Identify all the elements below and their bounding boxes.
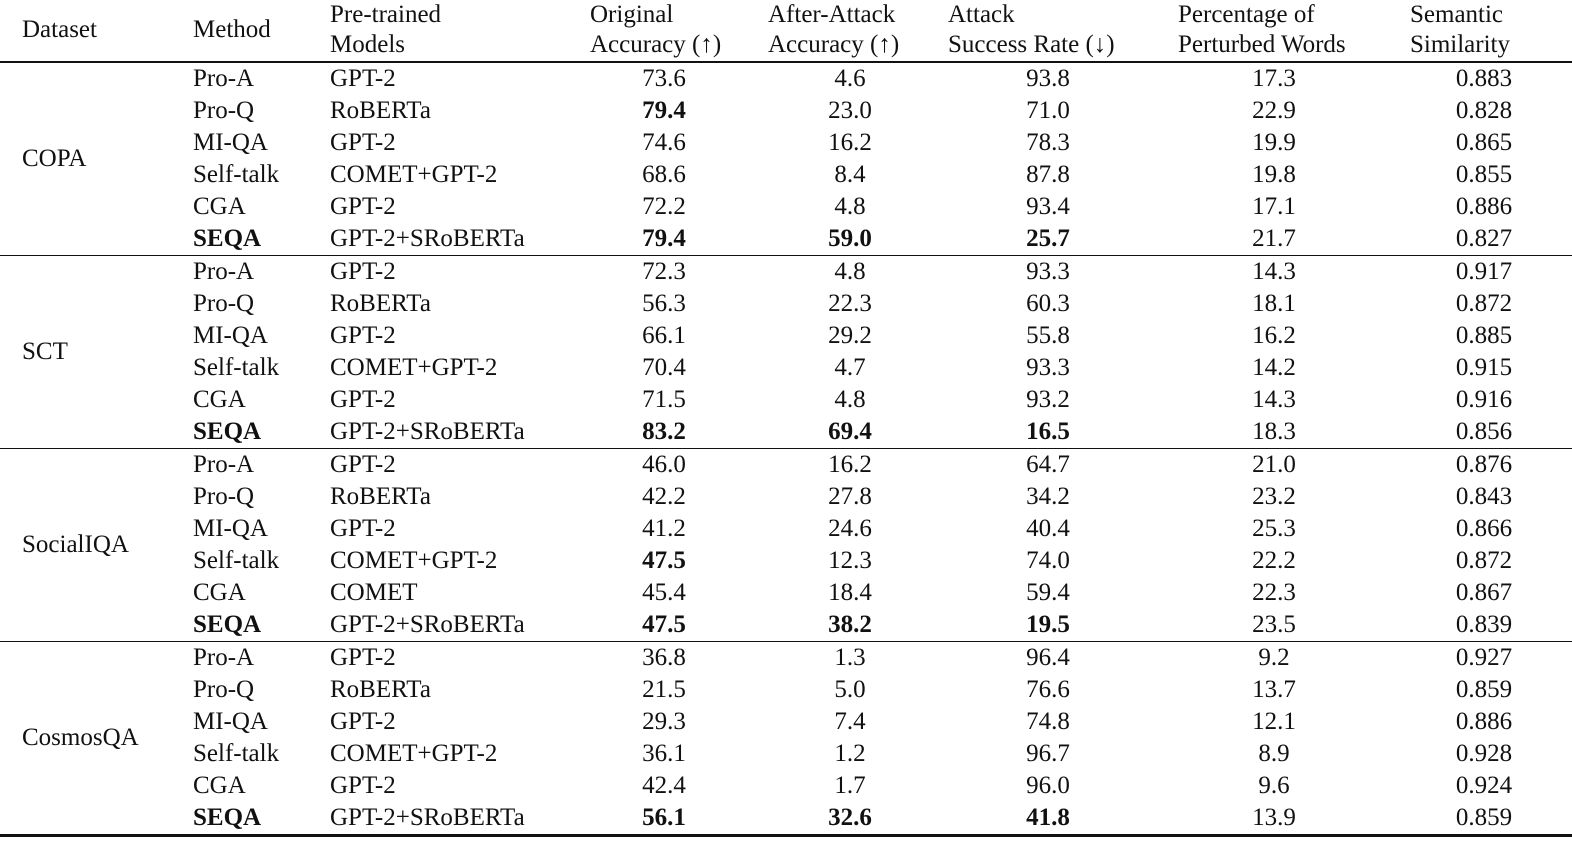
after-attack-accuracy-cell: 27.8 xyxy=(828,483,872,510)
pretrained-models-cell: GPT-2 xyxy=(330,65,396,92)
semantic-similarity-cell: 0.886 xyxy=(1455,708,1513,735)
method-cell: SEQA xyxy=(193,418,262,445)
after-attack-accuracy-cell: 16.2 xyxy=(828,129,872,156)
original-accuracy-cell: 36.8 xyxy=(642,644,686,671)
pretrained-models-cell: RoBERTa xyxy=(330,290,431,317)
table-row xyxy=(0,62,1572,95)
attack-success-rate-cell: 60.3 xyxy=(1026,290,1070,317)
table-row xyxy=(0,256,1572,289)
attack-success-rate-cell: 93.8 xyxy=(1026,65,1070,92)
attack-success-rate-cell: 96.7 xyxy=(1026,740,1070,767)
attack-success-rate-cell: 87.8 xyxy=(1026,161,1070,188)
after-attack-accuracy-cell: 23.0 xyxy=(828,97,872,124)
semantic-similarity-cell: 0.866 xyxy=(1455,515,1513,542)
after-attack-accuracy-cell: 38.2 xyxy=(828,611,872,638)
table-row xyxy=(0,609,1572,642)
table-row xyxy=(0,738,1572,770)
perturbed-words-cell: 9.2 xyxy=(1258,644,1290,671)
header-attack-success-rate xyxy=(948,0,1178,62)
header-row xyxy=(0,0,1572,62)
pretrained-models-cell: GPT-2 xyxy=(330,708,396,735)
header-models-line2: Models xyxy=(330,31,405,58)
semantic-similarity-cell: 0.827 xyxy=(1455,225,1513,252)
original-accuracy-cell: 73.6 xyxy=(642,65,686,92)
after-attack-accuracy-cell: 5.0 xyxy=(834,676,866,703)
attack-success-rate-cell: 71.0 xyxy=(1026,97,1070,124)
after-attack-accuracy-cell: 22.3 xyxy=(828,290,872,317)
method-cell: MI-QA xyxy=(193,129,268,156)
attack-success-rate-cell: 76.6 xyxy=(1026,676,1070,703)
after-attack-accuracy-cell: 24.6 xyxy=(828,515,872,542)
method-cell: Pro-A xyxy=(193,451,255,478)
semantic-similarity-cell: 0.872 xyxy=(1455,290,1513,317)
perturbed-words-cell: 13.7 xyxy=(1252,676,1296,703)
perturbed-words-cell: 13.9 xyxy=(1252,804,1296,831)
header-method-label: Method xyxy=(193,16,271,43)
semantic-similarity-cell: 0.859 xyxy=(1455,676,1513,703)
original-accuracy-cell: 36.1 xyxy=(642,740,686,767)
header-orig-line2: Accuracy (↑) xyxy=(590,31,722,58)
semantic-similarity-cell: 0.867 xyxy=(1455,579,1513,606)
attack-success-rate-cell: 93.3 xyxy=(1026,354,1070,381)
original-accuracy-cell: 72.2 xyxy=(642,193,686,220)
attack-success-rate-cell: 64.7 xyxy=(1026,451,1070,478)
table-row xyxy=(0,802,1572,836)
table-row xyxy=(0,481,1572,513)
pretrained-models-cell: COMET+GPT-2 xyxy=(330,354,498,381)
attack-success-rate-cell: 93.3 xyxy=(1026,258,1070,285)
header-models-line1: Pre-trained xyxy=(330,1,442,28)
table-row xyxy=(0,159,1572,191)
method-cell: Self-talk xyxy=(193,161,280,188)
perturbed-words-cell: 14.2 xyxy=(1252,354,1296,381)
dataset-group-socialiqa xyxy=(0,449,1572,642)
attack-success-rate-cell: 96.0 xyxy=(1026,772,1070,799)
semantic-similarity-cell: 0.855 xyxy=(1455,161,1513,188)
table-row xyxy=(0,223,1572,256)
header-ppw-line2: Perturbed Words xyxy=(1178,31,1346,58)
table-row xyxy=(0,770,1572,802)
pretrained-models-cell: GPT-2 xyxy=(330,258,396,285)
method-cell: MI-QA xyxy=(193,708,268,735)
pretrained-models-cell: GPT-2 xyxy=(330,386,396,413)
after-attack-accuracy-cell: 12.3 xyxy=(828,547,872,574)
pretrained-models-cell: GPT-2 xyxy=(330,772,396,799)
method-cell: Pro-Q xyxy=(193,97,255,124)
dataset-cell: CosmosQA xyxy=(22,724,139,751)
perturbed-words-cell: 21.7 xyxy=(1252,225,1296,252)
header-pretrained-models xyxy=(327,0,580,62)
attack-success-rate-cell: 74.0 xyxy=(1026,547,1070,574)
table-row xyxy=(0,545,1572,577)
after-attack-accuracy-cell: 1.2 xyxy=(834,740,866,767)
original-accuracy-cell: 42.2 xyxy=(642,483,686,510)
perturbed-words-cell: 22.2 xyxy=(1252,547,1296,574)
pretrained-models-cell: GPT-2+SRoBERTa xyxy=(330,418,525,445)
header-method xyxy=(190,0,327,62)
table-row xyxy=(0,416,1572,449)
dataset-cell: SocialIQA xyxy=(22,531,129,558)
perturbed-words-cell: 16.2 xyxy=(1252,322,1296,349)
semantic-similarity-cell: 0.828 xyxy=(1455,97,1513,124)
header-dataset xyxy=(0,0,190,62)
pretrained-models-cell: GPT-2 xyxy=(330,451,396,478)
pretrained-models-cell: RoBERTa xyxy=(330,97,431,124)
original-accuracy-cell: 41.2 xyxy=(642,515,686,542)
semantic-similarity-cell: 0.927 xyxy=(1455,644,1513,671)
original-accuracy-cell: 29.3 xyxy=(642,708,686,735)
original-accuracy-cell: 71.5 xyxy=(642,386,686,413)
perturbed-words-cell: 18.1 xyxy=(1252,290,1296,317)
perturbed-words-cell: 12.1 xyxy=(1252,708,1296,735)
perturbed-words-cell: 17.3 xyxy=(1252,65,1296,92)
attack-success-rate-cell: 93.4 xyxy=(1026,193,1070,220)
method-cell: Pro-Q xyxy=(193,290,255,317)
perturbed-words-cell: 23.5 xyxy=(1252,611,1296,638)
pretrained-models-cell: GPT-2 xyxy=(330,129,396,156)
perturbed-words-cell: 9.6 xyxy=(1258,772,1290,799)
original-accuracy-cell: 47.5 xyxy=(642,547,686,574)
semantic-similarity-cell: 0.928 xyxy=(1455,740,1513,767)
attack-success-rate-cell: 19.5 xyxy=(1026,611,1070,638)
after-attack-accuracy-cell: 69.4 xyxy=(828,418,872,445)
method-cell: Self-talk xyxy=(193,547,280,574)
attack-success-rate-cell: 16.5 xyxy=(1026,418,1070,445)
original-accuracy-cell: 56.1 xyxy=(642,804,686,831)
after-attack-accuracy-cell: 4.6 xyxy=(834,65,866,92)
table-row xyxy=(0,449,1572,482)
attack-success-rate-cell: 34.2 xyxy=(1026,483,1070,510)
after-attack-accuracy-cell: 4.8 xyxy=(834,386,866,413)
method-cell: Pro-A xyxy=(193,644,255,671)
header-dataset-label: Dataset xyxy=(22,16,97,43)
table-row xyxy=(0,127,1572,159)
after-attack-accuracy-cell: 4.8 xyxy=(834,258,866,285)
perturbed-words-cell: 19.8 xyxy=(1252,161,1296,188)
method-cell: Pro-A xyxy=(193,258,255,285)
table-row xyxy=(0,577,1572,609)
pretrained-models-cell: COMET+GPT-2 xyxy=(330,161,498,188)
header-perturbed-words xyxy=(1178,0,1410,62)
original-accuracy-cell: 68.6 xyxy=(642,161,686,188)
original-accuracy-cell: 66.1 xyxy=(642,322,686,349)
perturbed-words-cell: 23.2 xyxy=(1252,483,1296,510)
original-accuracy-cell: 70.4 xyxy=(642,354,686,381)
pretrained-models-cell: GPT-2 xyxy=(330,515,396,542)
method-cell: Pro-Q xyxy=(193,676,255,703)
original-accuracy-cell: 45.4 xyxy=(642,579,686,606)
perturbed-words-cell: 17.1 xyxy=(1252,193,1296,220)
table-row xyxy=(0,320,1572,352)
semantic-similarity-cell: 0.876 xyxy=(1455,451,1513,478)
attack-success-rate-cell: 41.8 xyxy=(1026,804,1070,831)
header-asr-line2: Success Rate (↓) xyxy=(948,31,1115,58)
semantic-similarity-cell: 0.883 xyxy=(1455,65,1513,92)
method-cell: Self-talk xyxy=(193,354,280,381)
perturbed-words-cell: 14.3 xyxy=(1252,386,1296,413)
after-attack-accuracy-cell: 29.2 xyxy=(828,322,872,349)
attack-success-rate-cell: 59.4 xyxy=(1026,579,1070,606)
semantic-similarity-cell: 0.865 xyxy=(1455,129,1513,156)
perturbed-words-cell: 21.0 xyxy=(1252,451,1296,478)
after-attack-accuracy-cell: 16.2 xyxy=(828,451,872,478)
method-cell: Pro-Q xyxy=(193,483,255,510)
pretrained-models-cell: GPT-2 xyxy=(330,644,396,671)
dataset-cell: SCT xyxy=(22,338,68,365)
pretrained-models-cell: RoBERTa xyxy=(330,483,431,510)
header-semantic-similarity xyxy=(1410,0,1572,62)
attack-success-rate-cell: 40.4 xyxy=(1026,515,1070,542)
pretrained-models-cell: GPT-2+SRoBERTa xyxy=(330,611,525,638)
method-cell: SEQA xyxy=(193,804,262,831)
header-original-accuracy xyxy=(580,0,758,62)
attack-success-rate-cell: 78.3 xyxy=(1026,129,1070,156)
table-row xyxy=(0,95,1572,127)
pretrained-models-cell: GPT-2 xyxy=(330,322,396,349)
attack-success-rate-cell: 55.8 xyxy=(1026,322,1070,349)
table-row xyxy=(0,191,1572,223)
table-header xyxy=(0,0,1572,62)
original-accuracy-cell: 56.3 xyxy=(642,290,686,317)
dataset-cell: COPA xyxy=(22,145,87,172)
dataset-group-copa xyxy=(0,62,1572,256)
original-accuracy-cell: 79.4 xyxy=(642,97,686,124)
method-cell: SEQA xyxy=(193,611,262,638)
semantic-similarity-cell: 0.885 xyxy=(1455,322,1513,349)
attack-success-rate-cell: 96.4 xyxy=(1026,644,1070,671)
semantic-similarity-cell: 0.886 xyxy=(1455,193,1513,220)
header-after-line1: After-Attack xyxy=(768,1,896,28)
original-accuracy-cell: 47.5 xyxy=(642,611,686,638)
perturbed-words-cell: 8.9 xyxy=(1258,740,1290,767)
dataset-group-sct xyxy=(0,256,1572,449)
pretrained-models-cell: GPT-2+SRoBERTa xyxy=(330,225,525,252)
method-cell: CGA xyxy=(193,772,246,799)
semantic-similarity-cell: 0.856 xyxy=(1455,418,1513,445)
semantic-similarity-cell: 0.859 xyxy=(1455,804,1513,831)
semantic-similarity-cell: 0.843 xyxy=(1455,483,1513,510)
after-attack-accuracy-cell: 59.0 xyxy=(828,225,872,252)
original-accuracy-cell: 21.5 xyxy=(642,676,686,703)
attack-success-rate-cell: 25.7 xyxy=(1026,225,1070,252)
table-row xyxy=(0,674,1572,706)
perturbed-words-cell: 22.9 xyxy=(1252,97,1296,124)
table-row xyxy=(0,642,1572,675)
table-row xyxy=(0,352,1572,384)
semantic-similarity-cell: 0.924 xyxy=(1455,772,1513,799)
pretrained-models-cell: RoBERTa xyxy=(330,676,431,703)
original-accuracy-cell: 83.2 xyxy=(642,418,686,445)
after-attack-accuracy-cell: 32.6 xyxy=(828,804,872,831)
header-sim-line2: Similarity xyxy=(1410,31,1510,58)
original-accuracy-cell: 72.3 xyxy=(642,258,686,285)
after-attack-accuracy-cell: 1.3 xyxy=(834,644,866,671)
semantic-similarity-cell: 0.915 xyxy=(1455,354,1513,381)
table-row xyxy=(0,384,1572,416)
header-orig-line1: Original xyxy=(590,1,674,28)
header-after-attack-accuracy xyxy=(758,0,948,62)
after-attack-accuracy-cell: 7.4 xyxy=(834,708,866,735)
method-cell: Self-talk xyxy=(193,740,280,767)
after-attack-accuracy-cell: 4.8 xyxy=(834,193,866,220)
pretrained-models-cell: GPT-2 xyxy=(330,193,396,220)
semantic-similarity-cell: 0.917 xyxy=(1455,258,1513,285)
header-asr-line1: Attack xyxy=(948,1,1015,28)
method-cell: CGA xyxy=(193,579,246,606)
original-accuracy-cell: 42.4 xyxy=(642,772,686,799)
perturbed-words-cell: 25.3 xyxy=(1252,515,1296,542)
pretrained-models-cell: GPT-2+SRoBERTa xyxy=(330,804,525,831)
pretrained-models-cell: COMET+GPT-2 xyxy=(330,547,498,574)
semantic-similarity-cell: 0.916 xyxy=(1455,386,1513,413)
original-accuracy-cell: 74.6 xyxy=(642,129,686,156)
pretrained-models-cell: COMET+GPT-2 xyxy=(330,740,498,767)
perturbed-words-cell: 18.3 xyxy=(1252,418,1296,445)
original-accuracy-cell: 46.0 xyxy=(642,451,686,478)
table-row xyxy=(0,513,1572,545)
header-ppw-line1: Percentage of xyxy=(1178,1,1315,28)
attack-success-rate-cell: 93.2 xyxy=(1026,386,1070,413)
after-attack-accuracy-cell: 8.4 xyxy=(834,161,866,188)
method-cell: MI-QA xyxy=(193,515,268,542)
method-cell: Pro-A xyxy=(193,65,255,92)
perturbed-words-cell: 22.3 xyxy=(1252,579,1296,606)
method-cell: CGA xyxy=(193,193,246,220)
after-attack-accuracy-cell: 1.7 xyxy=(834,772,866,799)
after-attack-accuracy-cell: 4.7 xyxy=(834,354,866,381)
pretrained-models-cell: COMET xyxy=(330,579,418,606)
semantic-similarity-cell: 0.839 xyxy=(1455,611,1513,638)
perturbed-words-cell: 14.3 xyxy=(1252,258,1296,285)
table-row xyxy=(0,288,1572,320)
method-cell: SEQA xyxy=(193,225,262,252)
table-row xyxy=(0,706,1572,738)
header-after-line2: Accuracy (↑) xyxy=(768,31,900,58)
semantic-similarity-cell: 0.872 xyxy=(1455,547,1513,574)
dataset-group-cosmosqa xyxy=(0,642,1572,836)
original-accuracy-cell: 79.4 xyxy=(642,225,686,252)
attack-success-rate-cell: 74.8 xyxy=(1026,708,1070,735)
header-sim-line1: Semantic xyxy=(1410,1,1504,28)
after-attack-accuracy-cell: 18.4 xyxy=(828,579,872,606)
method-cell: CGA xyxy=(193,386,246,413)
method-cell: MI-QA xyxy=(193,322,268,349)
perturbed-words-cell: 19.9 xyxy=(1252,129,1296,156)
